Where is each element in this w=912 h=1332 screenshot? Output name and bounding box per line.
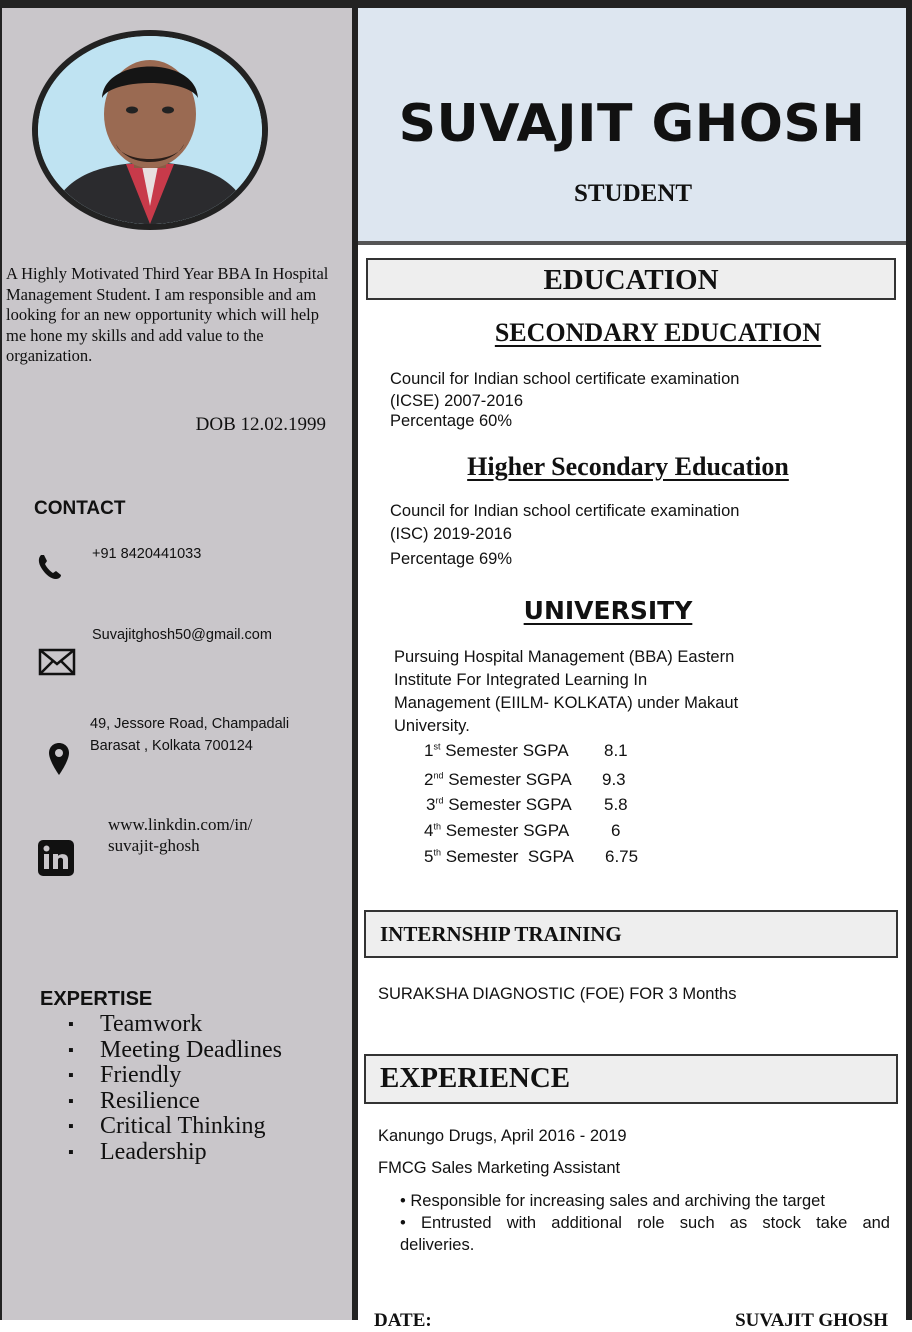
- linkedin-url-line-1[interactable]: www.linkdin.com/in/: [108, 815, 253, 834]
- semester-row: 4th Semester SGPA 6: [424, 821, 621, 840]
- main-content: [358, 8, 906, 1331]
- higher-line-3: Percentage 69%: [390, 550, 513, 568]
- secondary-line-3: Percentage 60%: [390, 412, 513, 430]
- higher-line-2: (ISC) 2019-2016: [390, 525, 512, 543]
- phone-icon: [36, 552, 64, 582]
- university-line-1: Pursuing Hospital Management (BBA) Eastern: [394, 648, 735, 666]
- expertise-item: ▪ Friendly: [68, 1063, 282, 1089]
- semester-row: 2nd Semester SGPA 9.3: [424, 770, 626, 789]
- profile-summary: A Highly Motivated Third Year BBA In Hospital Management Student. I am responsible and am looking for an new opportunity which will help me hone my skills and add value to the organization.: [6, 264, 329, 365]
- secondary-line-1: Council for Indian school certificate examination: [390, 370, 740, 388]
- secondary-line-2: (ICSE) 2007-2016: [390, 392, 523, 410]
- experience-heading-box: [364, 1054, 898, 1104]
- expertise-item: ▪ Teamwork: [68, 1012, 282, 1038]
- semester-row: 1st Semester SGPA 8.1: [424, 741, 628, 760]
- sidebar: [2, 8, 352, 1320]
- avatar: [38, 36, 262, 224]
- expertise-list: [68, 1012, 282, 1165]
- higher-secondary-title: Higher Secondary Education: [467, 452, 789, 481]
- date-of-birth: DOB 12.02.1999: [195, 414, 326, 435]
- expertise-heading: EXPERTISE: [40, 988, 153, 1010]
- education-heading-box: [366, 258, 896, 300]
- header-banner: [358, 8, 906, 245]
- university-title: UNIVERSITY: [523, 596, 693, 625]
- contact-heading: CONTACT: [34, 498, 126, 519]
- higher-line-1: Council for Indian school certificate examination: [390, 502, 740, 520]
- expertise-item: ▪ Resilience: [68, 1089, 282, 1115]
- semester-row: 3rd Semester SGPA 5.8: [426, 795, 628, 814]
- location-pin-icon: [48, 742, 70, 776]
- signature-name: SUVAJIT GHOSH: [735, 1310, 888, 1331]
- university-line-2: Institute For Integrated Learning In: [394, 671, 648, 689]
- experience-heading: EXPERIENCE: [380, 1062, 571, 1094]
- university-line-3: Management (EIILM- KOLKATA) under Makaut: [394, 694, 739, 712]
- education-heading: EDUCATION: [543, 264, 719, 296]
- full-name: SUVAJIT GHOSH: [398, 94, 866, 154]
- experience-bullet: • Responsible for increasing sales and archiving the target: [400, 1192, 825, 1210]
- linkedin-url-line-2[interactable]: suvajit-ghosh: [108, 836, 200, 855]
- address-line-1: 49, Jessore Road, Champadali: [90, 716, 290, 732]
- expertise-item: ▪ Meeting Deadlines: [68, 1038, 282, 1064]
- university-line-4: University.: [394, 717, 470, 735]
- email-address[interactable]: Suvajitghosh50@gmail.com: [92, 627, 272, 643]
- expertise-item: ▪ Critical Thinking: [68, 1114, 282, 1140]
- experience-bullet: • Entrusted with additional role such as stock take and deliveries.: [400, 1214, 890, 1254]
- address-line-2: Barasat , Kolkata 700124: [90, 738, 253, 754]
- experience-company: Kanungo Drugs, April 2016 - 2019: [378, 1127, 627, 1145]
- internship-text: SURAKSHA DIAGNOSTIC (FOE) FOR 3 Months: [378, 985, 737, 1003]
- internship-heading: INTERNSHIP TRAINING: [380, 922, 622, 946]
- linkedin-icon[interactable]: [38, 840, 74, 876]
- expertise-item: ▪ Leadership: [68, 1140, 282, 1166]
- date-label: DATE:: [374, 1310, 432, 1331]
- semester-row: 5th Semester SGPA 6.75: [424, 847, 639, 866]
- profile-photo: [32, 30, 268, 230]
- internship-heading-box: [364, 910, 898, 958]
- experience-title: FMCG Sales Marketing Assistant: [378, 1159, 621, 1177]
- phone-number[interactable]: +91 8420441033: [92, 546, 202, 562]
- role-title: STUDENT: [573, 180, 693, 207]
- mail-icon: [38, 648, 76, 676]
- secondary-education-title: SECONDARY EDUCATION: [494, 318, 822, 347]
